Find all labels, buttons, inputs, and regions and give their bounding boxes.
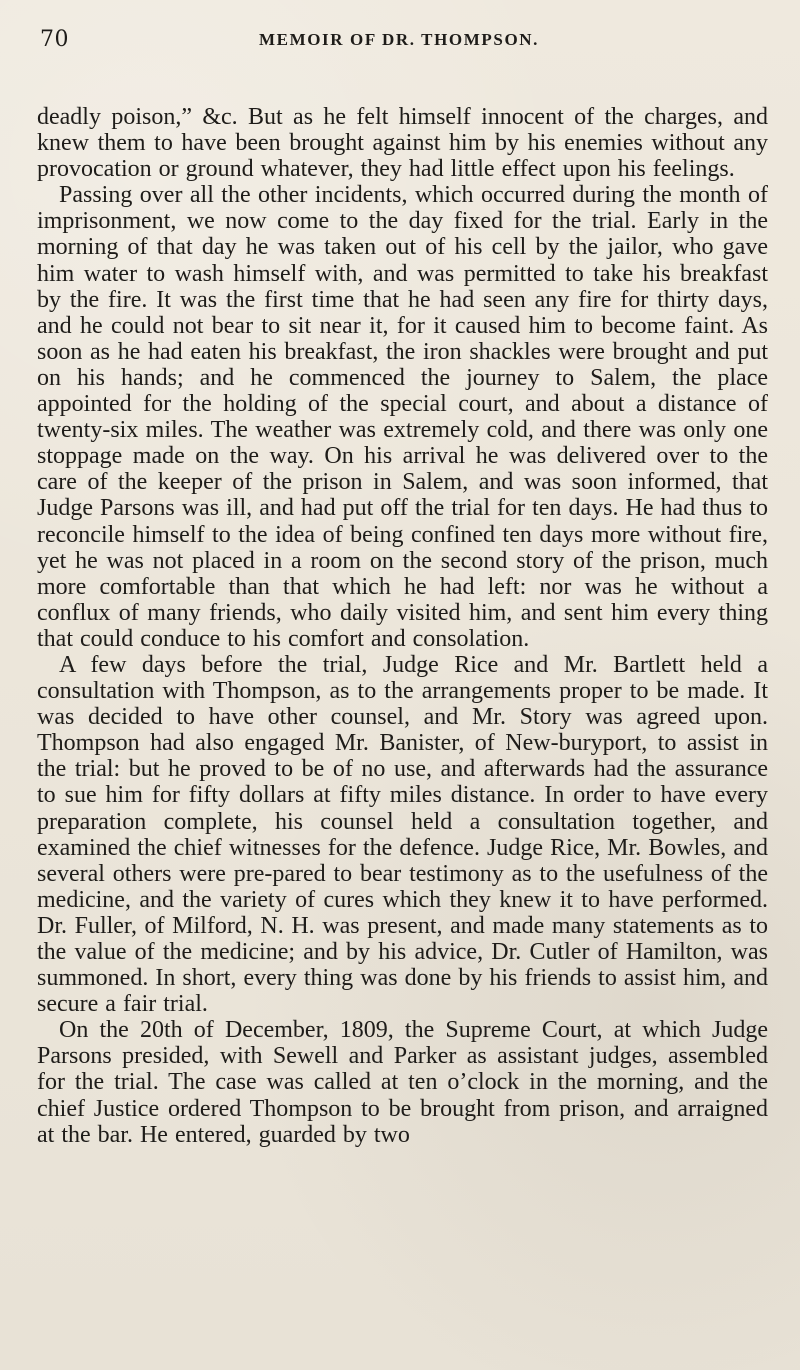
paragraph-1: deadly poison,” &c. But as he felt himself innocent of the charges, and knew them to have been brought against him by his enemies without any provocation or ground whatever, they had little effect upon his feelings. [37,104,768,183]
page-number: 70 [40,27,69,52]
paragraph-2: Passing over all the other incidents, which occurred during the month of imprisonment, we now come to the day fixed for the trial. Early in the morning of that day he was taken out of his cell by the jailor, who gave him water to wash himself with, and was permitted to take his breakfast by the fire. It was the first time that he had seen any fire for thirty days, and he could not bear to sit near it, for it caused him to become faint. As soon as he had eaten his breakfast, the iron shackles were brought and put on his hands; and he commenced the journey to Salem, the place appointed for the holding of the special court, and about a distance of twenty-six miles. The weather was extremely cold, and there was only one stoppage made on the way. On his arrival he was delivered over to the care of the keeper of the prison in Salem, and was soon informed, that Judge Parsons was ill, and had put off the trial for ten days. He had thus to reconcile himself to the idea of being confined ten days more without fire, yet he was not placed in a room on the second story of the prison, much more comfortable than that which he had left: nor was he without a conflux of many friends, who daily visited him, and sent him every thing that could conduce to his comfort and consolation. [37,182,768,652]
running-head [37,27,768,53]
body-text [37,104,768,1148]
paragraph-4: On the 20th of December, 1809, the Supreme Court, at which Judge Parsons presided, with Sewell and Parker as assistant judges, assembled for the trial. The case was called at ten o’clock in the morning, and the chief Justice ordered Thompson to be brought from prison, and arraigned at the bar. He entered, guarded by two [37,1017,768,1148]
running-title: MEMOIR OF DR. THOMPSON. [259,30,539,49]
paragraph-3: A few days before the trial, Judge Rice and Mr. Bartlett held a consultation with Thompson, as to the arrangements proper to be made. It was decided to have other counsel, and Mr. Story was agreed upon. Thompson had also engaged Mr. Banister, of New-buryport, to assist in the trial: but he proved to be of no use, and afterwards had the assurance to sue him for fifty dollars at fifty miles distance. In order to have every preparation complete, his counsel held a consultation together, and examined the chief witnesses for the defence. Judge Rice, Mr. Bowles, and several others were pre-pared to bear testimony as to the usefulness of the medicine, and the variety of cures which they knew it to have performed. Dr. Fuller, of Milford, N. H. was present, and made many statements as to the value of the medicine; and by his advice, Dr. Cutler of Hamilton, was summoned. In short, every thing was done by his friends to assist him, and secure a fair trial. [37,651,768,1018]
